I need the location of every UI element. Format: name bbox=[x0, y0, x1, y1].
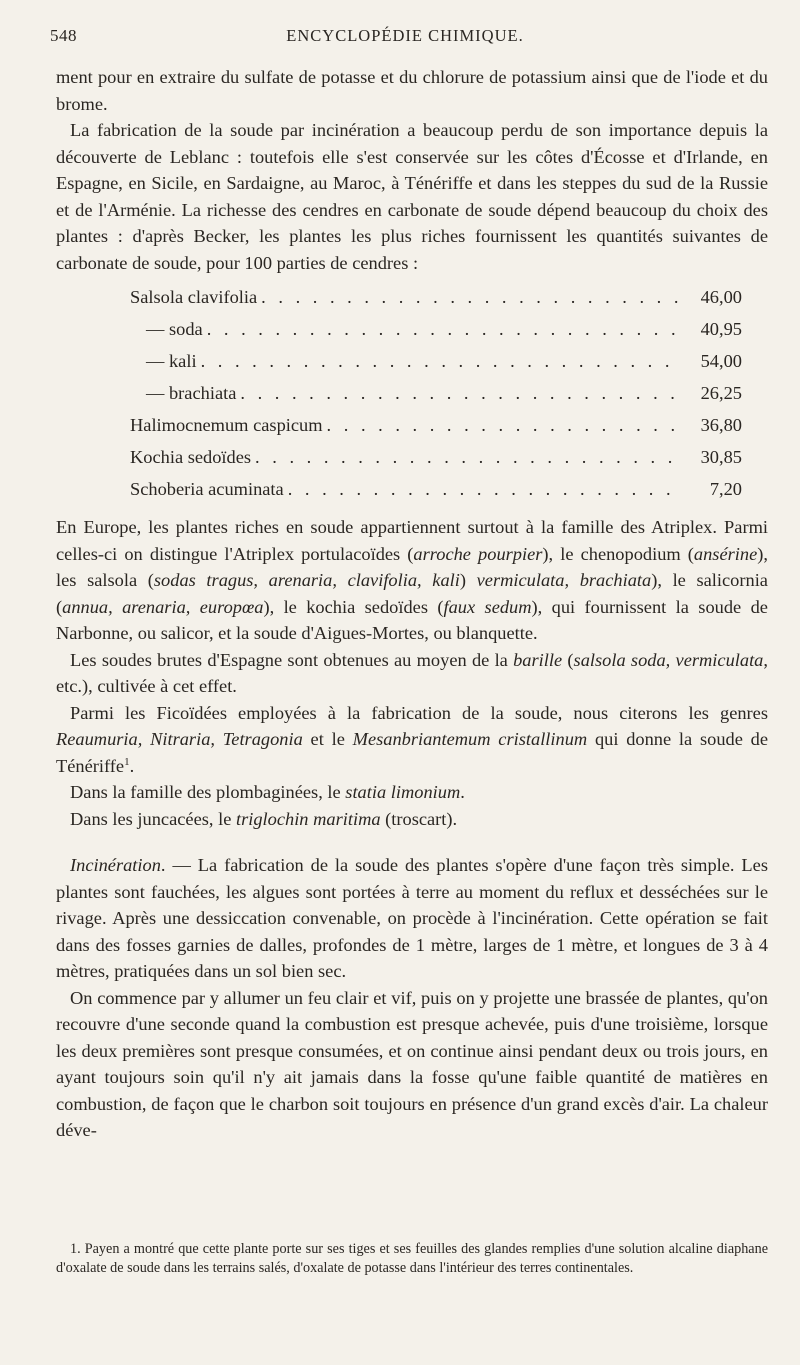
text-run: qui donne la soude de Ténériffe bbox=[56, 729, 768, 776]
footnote bbox=[56, 1240, 768, 1278]
italic-run: annua, arenaria, europœa bbox=[62, 596, 264, 617]
paragraph-procedure: On commence par y allumer un feu clair et vif, puis on y projette une brassée de plantes, qu'on recouvre d'une seconde quand la combustion est presque achevée, puis d'une troisième, lorsque les deux premières sont presque consumées, et on continue ainsi pendant deux ou trois jours, en ayant toujours soin qu'il n'y ait jamais dans la fosse qu'une faible quantité de matières en combustion, de façon que le charbon soit toujours en présence d'un grand excès d'air. La chaleur déve- bbox=[56, 987, 768, 1140]
text-run: Dans les juncacées, le bbox=[70, 808, 236, 829]
table-row bbox=[130, 412, 742, 444]
section-heading: Incinération bbox=[70, 855, 161, 875]
text-run: (troscart). bbox=[380, 808, 458, 829]
plant-value: 54,00 bbox=[700, 351, 742, 371]
table-row bbox=[130, 444, 742, 476]
text-run: Parmi les Ficoïdées employées à la fabrication de la soude, nous citerons les genres bbox=[70, 702, 768, 723]
leader-dots bbox=[261, 284, 680, 311]
text-run: ), le salicornia ( bbox=[56, 570, 768, 617]
plant-value: 40,95 bbox=[700, 319, 742, 339]
paragraph-incineration bbox=[56, 852, 768, 985]
italic-run: Reaumuria, Nitraria, Tetragonia bbox=[56, 729, 303, 749]
italic-run: barille bbox=[513, 649, 563, 670]
plant-name: Halimocnemum caspicum bbox=[130, 415, 323, 435]
running-title: ENCYCLOPÉDIE CHIMIQUE. bbox=[286, 26, 524, 45]
italic-run: statia limonium bbox=[345, 782, 461, 802]
page-number: 548 bbox=[50, 26, 77, 45]
text-run: . bbox=[460, 782, 465, 802]
leader-dots bbox=[327, 412, 680, 439]
leader-dots bbox=[201, 348, 680, 375]
plant-name: — soda bbox=[146, 319, 203, 339]
paragraph-ficoidees bbox=[56, 700, 768, 780]
table-row bbox=[130, 476, 742, 508]
plant-name: Schoberia acuminata bbox=[130, 479, 284, 499]
footnote-text: 1. Payen a montré que cette plante porte sur ses tiges et ses feuilles des glandes remplies d'une solution alcaline diaphane d'oxalate de soude dans les terrains salés, d'oxalate de potasse dans l'intérieur des terres continentales. bbox=[56, 1241, 768, 1276]
text-run: . — La fabrication de la soude des plantes s'opère d'une façon très simple. Les plantes sont fauchées, les algues sont portées à terre au moment du reflux et desséchées sur le rivage. Après une dessiccation convenable, on procède à l'incinération. Cette opération se fait dans des fosses garnies de dalles, profondes de 1 mètre, larges de 1 mètre, et longues de 3 à 4 mètres, pratiquées dans un sol bien sec. bbox=[56, 855, 768, 981]
text-run: ), les salsola ( bbox=[56, 543, 768, 590]
page-header bbox=[50, 26, 760, 52]
plant-name: Kochia sedoïdes bbox=[130, 447, 252, 467]
leader-dots bbox=[240, 380, 680, 407]
italic-run: Mesanbriantemum cristallinum bbox=[352, 729, 588, 749]
paragraph-spain bbox=[56, 647, 768, 700]
plant-name: Salsola clavifolia bbox=[130, 287, 258, 307]
table-row bbox=[130, 348, 742, 380]
plant-value: 30,85 bbox=[700, 447, 742, 467]
italic-run: salsola soda, vermiculata bbox=[573, 649, 764, 670]
plant-name: — kali bbox=[146, 351, 197, 371]
paragraph-plombaginees bbox=[56, 779, 768, 806]
text-run: ) bbox=[459, 570, 477, 590]
text-run: ), qui fournissent la soude de Narbonne, ou salicor, et la soude d'Aigues-Mortes, ou blanquette. bbox=[56, 596, 768, 643]
footnote-ref[interactable]: 1 bbox=[124, 755, 130, 768]
leader-dots bbox=[255, 444, 680, 471]
plant-value: 7,20 bbox=[709, 479, 742, 499]
section-gap bbox=[56, 832, 768, 852]
italic-run: triglochin maritima bbox=[235, 808, 381, 829]
leader-dots bbox=[288, 476, 680, 503]
text-run: ), le kochia sedoïdes ( bbox=[263, 596, 444, 617]
text-run: , etc.), cultivée à cet effet. bbox=[56, 649, 768, 696]
italic-run: sodas tragus, arenaria, clavifolia, kali bbox=[153, 570, 460, 590]
plant-yield-table bbox=[130, 284, 742, 508]
plant-value: 36,80 bbox=[700, 415, 742, 435]
italic-run: vermiculata, brachiata bbox=[476, 570, 652, 590]
text-run: En Europe, les plantes riches en soude appartiennent surtout à la famille des Atriplex. Parmi celles-ci on distingue l'Atriplex portulacoïdes ( bbox=[56, 517, 768, 564]
plant-name: — brachiata bbox=[146, 383, 237, 403]
leader-dots bbox=[207, 316, 680, 343]
table-row bbox=[130, 284, 742, 316]
italic-run: arroche pourpier bbox=[413, 543, 543, 564]
paragraph-atriplex bbox=[56, 514, 768, 647]
paragraph-soda-incineration: La fabrication de la soude par incinération a beaucoup perdu de son importance depuis la découverte de Leblanc : toutefois elle s'est conservée sur les côtes d'Écosse et d'Irlande, en Espagne, en Sicile, en Sardaigne, au Maroc, à Ténériffe et dans les steppes du sud de la Russie et de l'Arménie. La richesse des cendres en carbonate de soude dépend beaucoup du choix des plantes : d'après Becker, les plantes les plus riches fournissent les quantités suivantes de carbonate de soude, pour 100 parties de cendres : bbox=[56, 120, 768, 273]
text-run: . bbox=[129, 755, 135, 776]
paragraph-continuation: ment pour en extraire du sulfate de potasse et du chlorure de potassium ainsi que de l'iode et du brome. bbox=[56, 67, 768, 114]
table-row bbox=[130, 380, 742, 412]
text-run: Dans la famille des plombaginées, le bbox=[70, 782, 346, 802]
italic-run: faux sedum bbox=[443, 596, 532, 617]
text-run: ( bbox=[562, 649, 574, 670]
table-row bbox=[130, 316, 742, 348]
italic-run: ansérine bbox=[693, 543, 758, 564]
text-run: Les soudes brutes d'Espagne sont obtenues au moyen de la bbox=[70, 649, 514, 670]
paragraph-juncacees bbox=[56, 806, 768, 833]
text-run: et le bbox=[302, 729, 353, 749]
text-run: ), le chenopodium ( bbox=[542, 543, 694, 564]
plant-value: 46,00 bbox=[700, 287, 742, 307]
plant-value: 26,25 bbox=[700, 383, 742, 403]
page-body bbox=[56, 64, 768, 1144]
